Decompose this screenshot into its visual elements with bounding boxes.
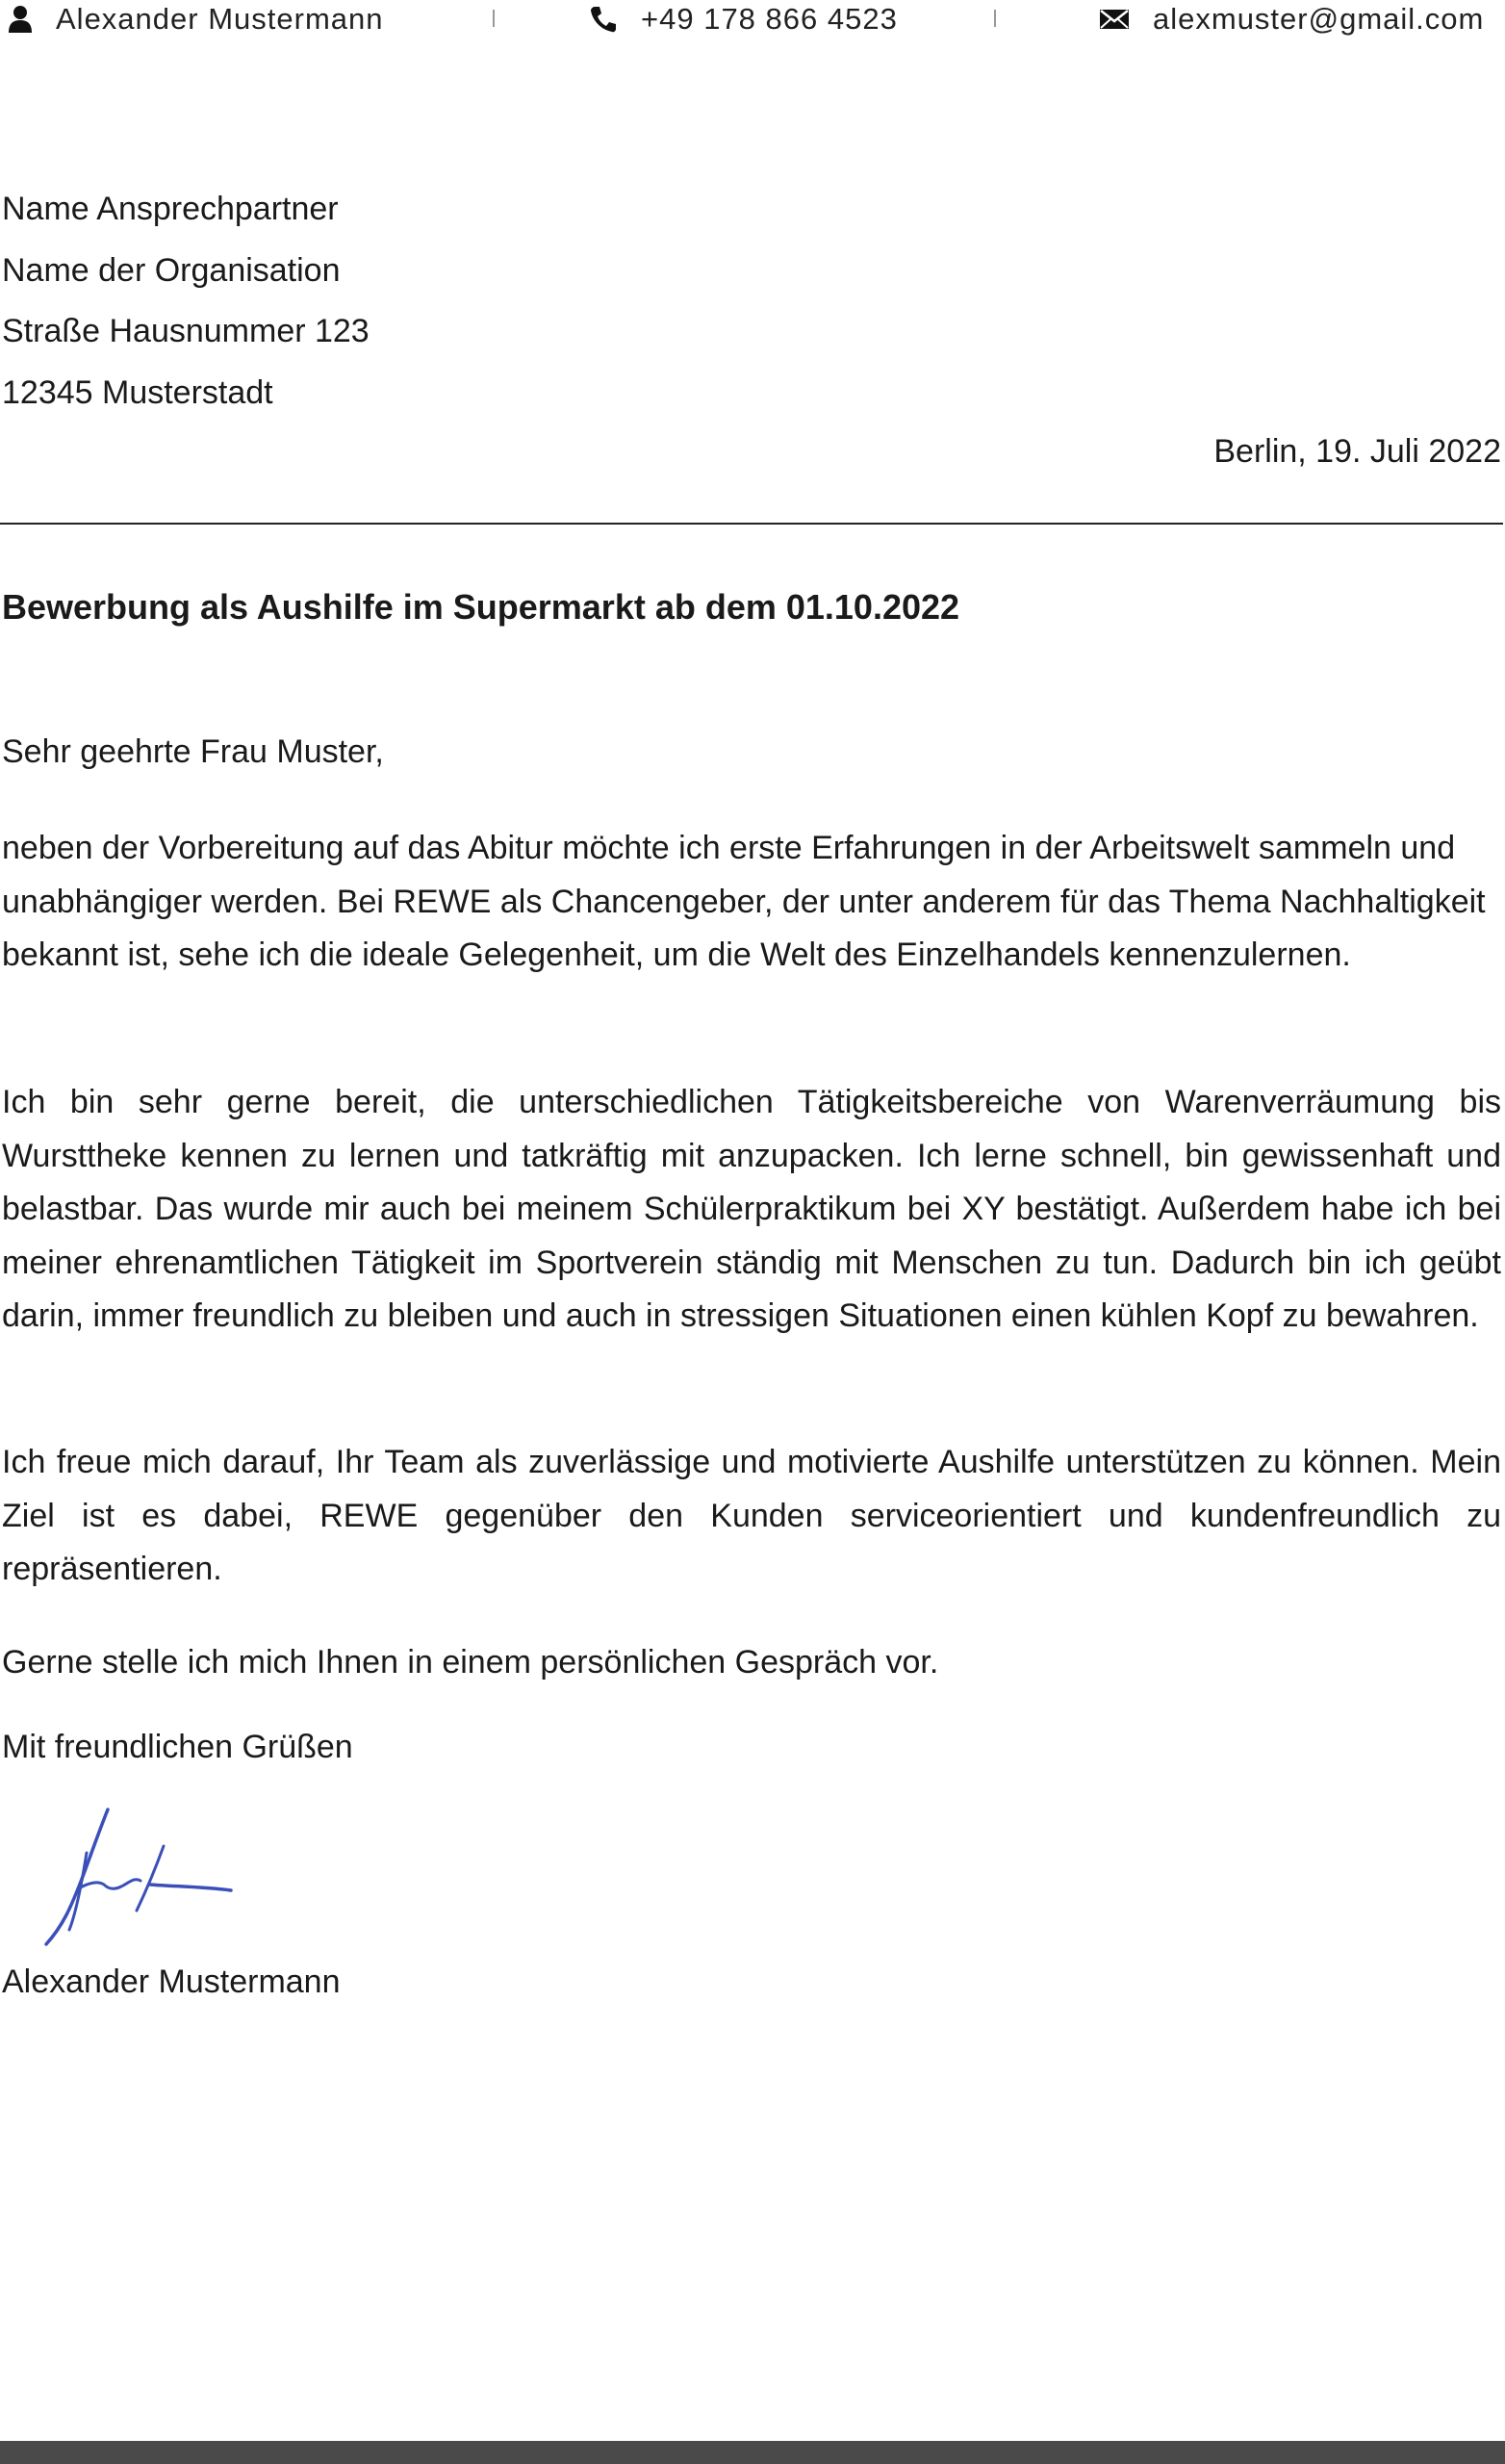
recipient-street: Straße Hausnummer 123 [2,313,370,349]
divider-line [0,523,1503,525]
contact-separator [994,10,996,27]
paragraph-qualifications: Ich bin sehr gerne bereit, die unterschiedlichen Tätigkeitsbereiche von Warenverräumung bis Wursttheke kennen zu lernen und tatkräftig mit anzupacken. Ich lerne schnell, bin gewissenhaft und belastbar. Das wurde mir auch bei meinem Schülerpraktikum bei XY bestätigt. Außerdem habe ich bei meiner ehrenamtlichen Tätigkeit im Sportverein ständig mit Menschen zu tun. Dadurch bin ich geübt darin, immer freundlich zu bleiben und auch in stressigen Situationen einen kühlen Kopf zu bewahren. [2,1084,1501,1334]
contact-header [0,0,1505,38]
contact-separator [493,10,495,27]
signature-image [29,1800,250,1954]
person-icon [8,5,33,34]
paragraph-interview: Gerne stelle ich mich Ihnen in einem persönlichen Gespräch vor. [2,1644,939,1681]
salutation: Sehr geehrte Frau Muster, [2,733,384,770]
envelope-icon [1099,8,1130,31]
letter-subject: Bewerbung als Aushilfe im Supermarkt ab dem 01.10.2022 [2,587,960,627]
closing-phrase: Mit freundlichen Grüßen [2,1729,353,1765]
paragraph-motivation: Ich freue mich darauf, Ihr Team als zuverlässige und motivierte Aushilfe unterstützen zu können. Mein Ziel ist es dabei, REWE gegenüber den Kunden serviceorientiert und kundenfreundlich zu repräsentieren. [2,1444,1501,1587]
contact-name [8,0,384,38]
contact-phone [589,0,898,38]
contact-phone-text: +49 178 866 4523 [641,2,898,36]
contact-email-text: alexmuster@gmail.com [1153,2,1485,36]
footer-bar [0,2441,1505,2464]
signer-name: Alexander Mustermann [2,1964,341,2000]
paragraph-intro: neben der Vorbereitung auf das Abitur möchte ich erste Erfahrungen in der Arbeitswelt sammeln und unabhängiger werden. Bei REWE als Chancengeber, der unter anderem für das Thema Nachhaltigkeit bekannt ist, sehe ich die ideale Gelegenheit, um die Welt des Einzelhandels kennenzulernen. [2,830,1486,973]
phone-icon [589,5,618,34]
recipient-contact-person: Name Ansprechpartner [2,191,339,227]
letter-date: Berlin, 19. Juli 2022 [1213,433,1501,470]
recipient-organisation: Name der Organisation [2,251,341,289]
contact-name-text: Alexander Mustermann [56,2,384,36]
contact-email [1099,0,1484,38]
recipient-address [2,179,370,424]
recipient-city: 12345 Musterstadt [2,373,273,411]
